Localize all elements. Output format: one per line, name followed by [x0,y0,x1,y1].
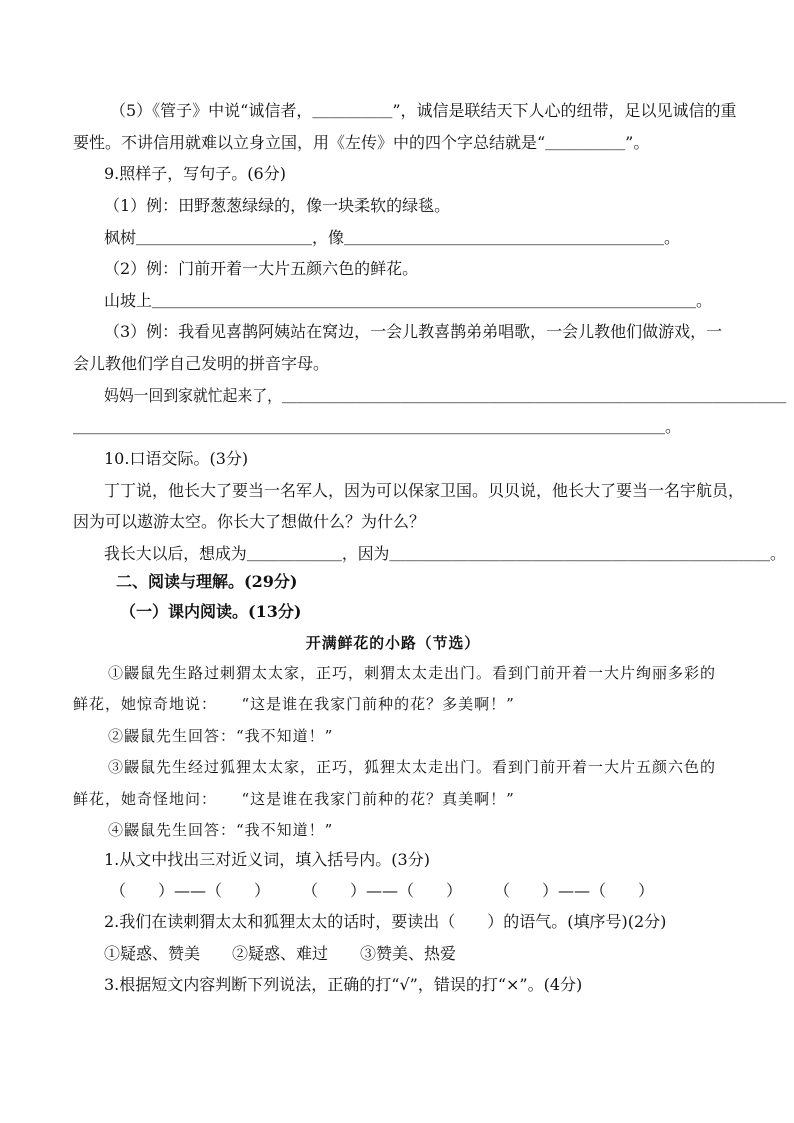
q10-prompt-line-2: 因为可以遨游太空。你长大了想做什么？为什么？ [73,512,426,531]
passage-paragraph-1-line-1: ①鼹鼠先生路过刺猬太太家，正巧，刺猬太太走出门。看到门前开着一大片绚丽多彩的 [108,664,717,682]
section-2-heading: 二、阅读与理解。(29分) [116,572,298,591]
passage-paragraph-2: ②鼹鼠先生回答：“我不知道！” [108,727,334,745]
q8-5-line-2: 要性。不讲信用就难以立身立国，用《左传》中的四个字总结就是“＿＿＿＿＿”。 [73,133,650,152]
passage-paragraph-4: ④鼹鼠先生回答：“我不知道！” [108,821,334,839]
q9-1-example: （1）例：田野葱葱绿绿的，像一块柔软的绿毯。 [104,196,451,215]
reading-q2-options: ①疑惑、赞美 ②疑惑、难过 ③赞美、热爱 [104,944,457,963]
passage-paragraph-3-line-2: 鲜花，她奇怪地问： “这是谁在我家门前种的花？真美啊！” [73,790,515,808]
q10-prompt-line-1: 丁丁说，他长大了要当一名军人，因为可以保家卫国。贝贝说，他长大了要当一名宇航员， [104,481,745,500]
q10-answer-line: 我长大以后，想成为＿＿＿＿＿＿，因为＿＿＿＿＿＿＿＿＿＿＿＿＿＿＿＿＿＿＿＿＿＿＿＿。 [104,544,786,563]
reading-q1-answer-brackets: （ ）——（ ） （ ）——（ ） （ ）——（ ） [110,881,655,900]
q9-3-example-line-1: （3）例：我看见喜鹊阿姨站在窝边，一会儿教喜鹊弟弟唱歌，一会儿教他们做游戏，一 [104,322,723,341]
q9-2-answer-line: 山坡上＿＿＿＿＿＿＿＿＿＿＿＿＿＿＿＿＿＿＿＿＿＿＿＿＿＿＿＿＿＿＿＿＿＿。 [104,291,713,310]
passage-paragraph-1-line-2: 鲜花，她惊奇地说： “这是谁在我家门前种的花？多美啊！” [73,695,515,713]
q10-heading: 10.口语交际。(3分) [104,449,249,468]
q8-5-line-1: （5）《管子》中说“诚信者，＿＿＿＿＿”，诚信是联结天下人心的纽带，足以见诚信的重 [110,101,737,120]
section-2-1-heading: （一）课内阅读。(13分) [120,602,302,621]
reading-q1: 1.从文中找出三对近义词，填入括号内。(3分) [104,850,430,869]
reading-q2: 2.我们在读刺猬太太和狐狸太太的话时，要读出（ ）的语气。(填序号)(2分) [104,912,667,931]
q9-3-answer-line-1: 妈妈一回到家就忙起来了，＿＿＿＿＿＿＿＿＿＿＿＿＿＿＿＿＿＿＿＿＿＿＿＿＿＿＿＿＿＿＿＿＿＿ [104,386,787,405]
q9-3-answer-line-2: ＿＿＿＿＿＿＿＿＿＿＿＿＿＿＿＿＿＿＿＿＿＿＿＿＿＿＿＿＿＿＿＿＿＿＿＿＿。 [73,417,682,436]
q9-heading: 9.照样子，写句子。(6分) [104,164,286,183]
passage-title: 开满鲜花的小路（节选） [305,634,481,652]
q9-1-answer-line: 枫树＿＿＿＿＿＿＿＿＿＿＿，像＿＿＿＿＿＿＿＿＿＿＿＿＿＿＿＿＿＿＿＿。 [104,228,681,247]
q9-2-example: （2）例：门前开着一大片五颜六色的鲜花。 [104,259,419,278]
q9-3-example-line-2: 会儿教他们学自己发明的拼音字母。 [73,354,330,373]
passage-paragraph-3-line-1: ③鼹鼠先生经过狐狸太太家，正巧，狐狸太太走出门。看到门前开着一大片五颜六色的 [108,758,717,776]
reading-q3: 3.根据短文内容判断下列说法，正确的打“√”，错误的打“×”。(4分) [104,975,583,994]
